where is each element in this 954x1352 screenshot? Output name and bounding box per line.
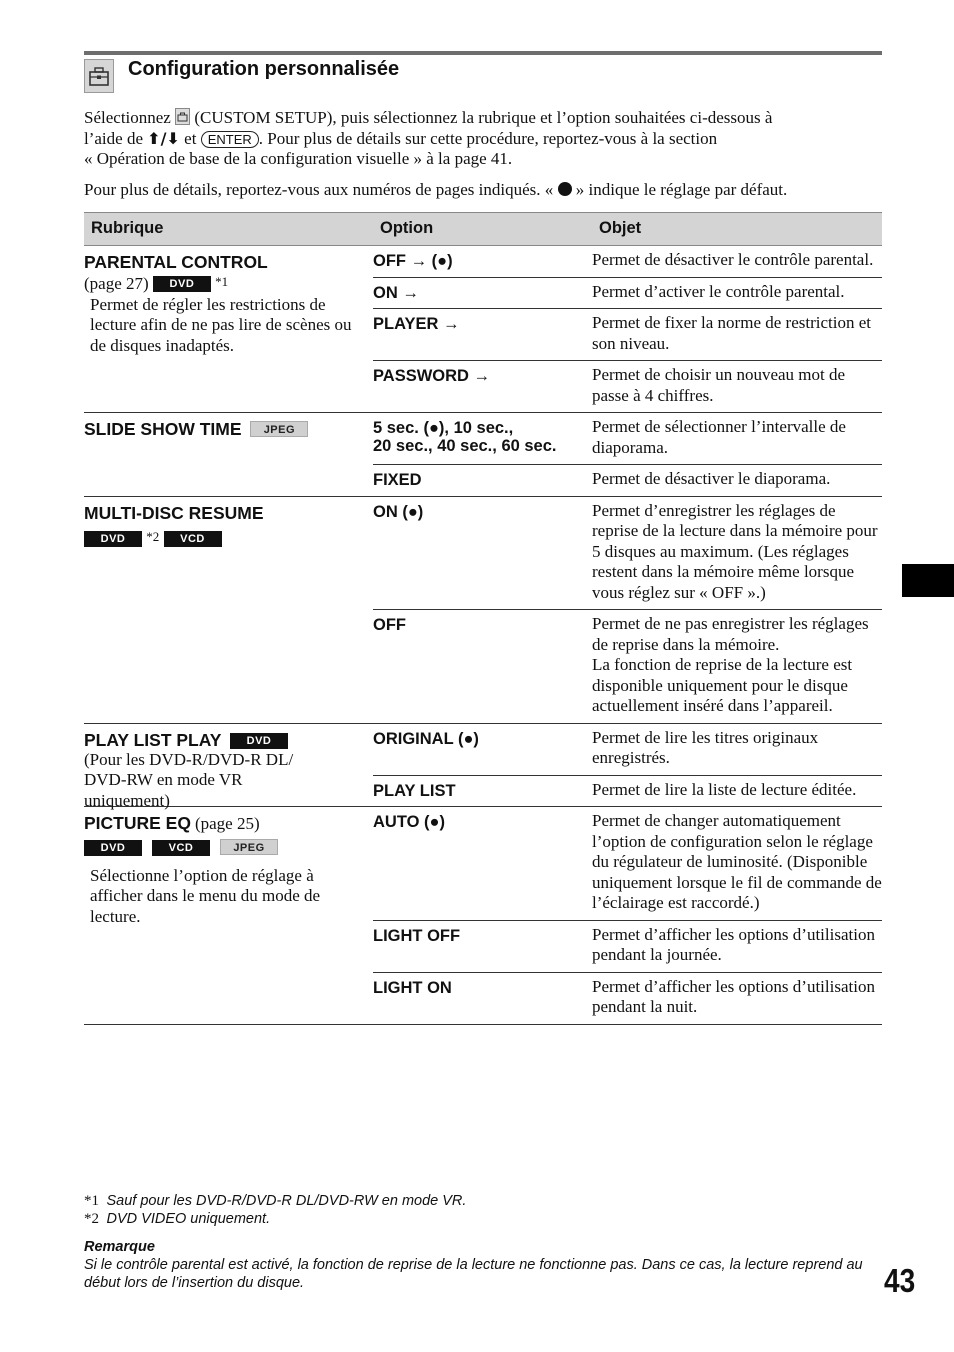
option-description-part: La fonction de reprise de la lecture est disponible uniquement pour le disque actuellement inséré dans l’appareil. bbox=[592, 655, 853, 715]
note-heading: Remarque bbox=[84, 1239, 155, 1255]
option-label: AUTO (●) bbox=[373, 813, 445, 831]
intro-paragraph bbox=[84, 108, 884, 170]
enter-key-icon: ENTER bbox=[201, 131, 259, 148]
footnotes bbox=[84, 1192, 466, 1228]
header-option: Option bbox=[380, 219, 434, 237]
footnote-text: Sauf pour les DVD-R/DVD-R DL/DVD-RW en mode VR. bbox=[106, 1193, 467, 1209]
header-objet: Objet bbox=[599, 219, 642, 237]
option-description bbox=[592, 610, 882, 723]
rubrique-cell bbox=[84, 419, 364, 439]
option-label: PLAY LIST bbox=[373, 781, 456, 800]
option-description: Permet de désactiver le diaporama. bbox=[592, 469, 831, 488]
footnote-ref: *2 bbox=[146, 528, 160, 544]
option-label: LIGHT OFF bbox=[373, 926, 461, 945]
intro-text: et bbox=[184, 128, 197, 148]
jpeg-badge: JPEG bbox=[220, 839, 278, 855]
note bbox=[84, 1238, 874, 1292]
option-row bbox=[373, 497, 882, 610]
page-ref: (page 27) bbox=[84, 274, 149, 293]
legend-text: Pour plus de détails, reportez-vous aux numéros de pages indiqués. « bbox=[84, 180, 554, 199]
rubrique-name: PARENTAL CONTROL bbox=[84, 252, 268, 272]
vcd-badge: VCD bbox=[164, 531, 222, 547]
page-title: Configuration personnalisée bbox=[128, 58, 400, 80]
option-label bbox=[373, 419, 583, 455]
table-row bbox=[84, 807, 882, 1025]
option-label-line: 5 sec. (●), 10 sec., bbox=[373, 419, 514, 437]
option-label: FIXED bbox=[373, 471, 422, 489]
option-label: OFF → (●) bbox=[373, 252, 453, 270]
option-label: LIGHT ON bbox=[373, 978, 452, 997]
footnote-ref: *1 bbox=[215, 274, 229, 289]
page-number: 43 bbox=[884, 1262, 916, 1299]
option-row bbox=[373, 807, 882, 920]
default-dot-icon bbox=[558, 182, 572, 196]
option-description: Permet d’afficher les options d’utilisation pendant la nuit. bbox=[592, 976, 875, 1016]
option-description: Permet de désactiver le contrôle parental. bbox=[592, 250, 874, 269]
intro-text: « Opération de base de la configuration visuelle » à la page 41. bbox=[84, 149, 513, 168]
rubrique-cell bbox=[84, 730, 364, 812]
section-rule bbox=[84, 51, 882, 55]
rubrique-description: (Pour les DVD-R/DVD-R DL/ DVD-RW en mode VR uniquement) bbox=[84, 749, 294, 810]
footnote-text: DVD VIDEO uniquement. bbox=[106, 1211, 271, 1227]
dvd-badge: DVD bbox=[84, 840, 142, 856]
custom-setup-icon bbox=[175, 108, 190, 125]
up-down-arrow-icon: ⬆/⬇ bbox=[147, 128, 180, 148]
table-row bbox=[84, 497, 882, 724]
jpeg-badge: JPEG bbox=[250, 421, 308, 437]
rubrique-cell bbox=[84, 503, 364, 550]
option-description: Permet d’enregistrer les réglages de reprise de la lecture dans la mémoire pour 5 disques au maximum. (Les réglages restent dans la mémoire même lorsque vous réglez sur « OFF ».) bbox=[592, 500, 878, 602]
rubrique-name: PICTURE EQ bbox=[84, 813, 191, 833]
rubrique-name: PLAY LIST PLAY bbox=[84, 729, 222, 750]
header-rubrique: Rubrique bbox=[91, 219, 164, 237]
footnote-mark: *1 bbox=[84, 1193, 99, 1209]
dvd-badge: DVD bbox=[230, 733, 288, 749]
option-label: PASSWORD → bbox=[373, 367, 491, 385]
option-row bbox=[373, 413, 882, 464]
intro-text: . Pour plus de détails sur cette procédure, reportez-vous à la section bbox=[258, 128, 718, 148]
option-description: Permet de sélectionner l’intervalle de diaporama. bbox=[592, 417, 846, 457]
footnote-mark: *2 bbox=[84, 1211, 99, 1227]
option-label-line: 20 sec., 40 sec., 60 sec. bbox=[373, 437, 557, 455]
option-description: Permet de choisir un nouveau mot de passe à 4 chiffres. bbox=[592, 365, 846, 405]
default-legend bbox=[84, 180, 884, 201]
option-description: Permet de fixer la norme de restriction et son niveau. bbox=[592, 313, 871, 353]
option-row bbox=[373, 972, 882, 1024]
option-description: Permet d’activer le contrôle parental. bbox=[592, 281, 845, 301]
rubrique-cell bbox=[84, 813, 364, 927]
vcd-badge: VCD bbox=[152, 840, 210, 856]
intro-text: l’aide de bbox=[84, 128, 143, 148]
option-row bbox=[373, 464, 882, 496]
settings-table bbox=[84, 212, 882, 1025]
rubrique-description: Sélectionne l’option de réglage à afficher dans le menu du mode de lecture. bbox=[90, 865, 321, 926]
option-description: Permet de lire les titres originaux enregistrés. bbox=[592, 727, 819, 767]
rubrique-name: MULTI-DISC RESUME bbox=[84, 502, 264, 523]
option-description-part: Permet de ne pas enregistrer les réglages de reprise dans la mémoire. bbox=[592, 614, 869, 654]
dvd-badge: DVD bbox=[153, 276, 211, 292]
note-text: Si le contrôle parental est activé, la fonction de reprise de la lecture ne fonctionne pas. Dans ce cas, la lecture reprend au début lors de l’insertion du disque. bbox=[84, 1257, 863, 1291]
option-description: Permet de lire la liste de lecture éditée. bbox=[592, 779, 857, 799]
footnote bbox=[84, 1192, 466, 1210]
option-row bbox=[373, 277, 882, 309]
rubrique-name: SLIDE SHOW TIME bbox=[84, 419, 242, 439]
rubrique-cell bbox=[84, 252, 364, 356]
page-ref: (page 25) bbox=[194, 814, 260, 833]
option-row bbox=[373, 360, 882, 412]
option-label: PLAYER → bbox=[373, 315, 460, 333]
option-label: ON (●) bbox=[373, 502, 424, 521]
option-row bbox=[373, 920, 882, 972]
option-description: Permet de changer automatiquement l’option de configuration selon le réglage du régulateur de luminosité. (Disponible uniquement lorsque le fil de commande de l’éclairage est raccordé.) bbox=[592, 811, 882, 912]
dvd-badge: DVD bbox=[84, 531, 142, 547]
table-row bbox=[84, 413, 882, 497]
option-row bbox=[373, 724, 882, 775]
intro-text: (CUSTOM SETUP), puis sélectionnez la rubrique et l’option souhaitées ci-dessous à bbox=[194, 108, 773, 127]
table-header bbox=[84, 212, 882, 246]
legend-text: » indique le réglage par défaut. bbox=[575, 180, 788, 199]
rubrique-description: Permet de régler les restrictions de lecture afin de ne pas lire de scènes ou de disques inadaptés. bbox=[90, 294, 352, 355]
option-label: OFF bbox=[373, 616, 406, 634]
option-row bbox=[373, 775, 882, 807]
table-row bbox=[84, 246, 882, 413]
toolbox-icon bbox=[84, 59, 114, 93]
intro-text: Sélectionnez bbox=[84, 108, 171, 127]
table-row bbox=[84, 724, 882, 808]
option-row bbox=[373, 609, 882, 723]
option-row bbox=[373, 308, 882, 360]
option-label: ON → bbox=[373, 283, 419, 302]
chapter-tab bbox=[902, 564, 954, 597]
option-description: Permet d’afficher les options d’utilisation pendant la journée. bbox=[592, 924, 875, 964]
option-label: ORIGINAL (●) bbox=[373, 729, 479, 748]
option-row bbox=[373, 246, 882, 277]
footnote bbox=[84, 1210, 466, 1228]
